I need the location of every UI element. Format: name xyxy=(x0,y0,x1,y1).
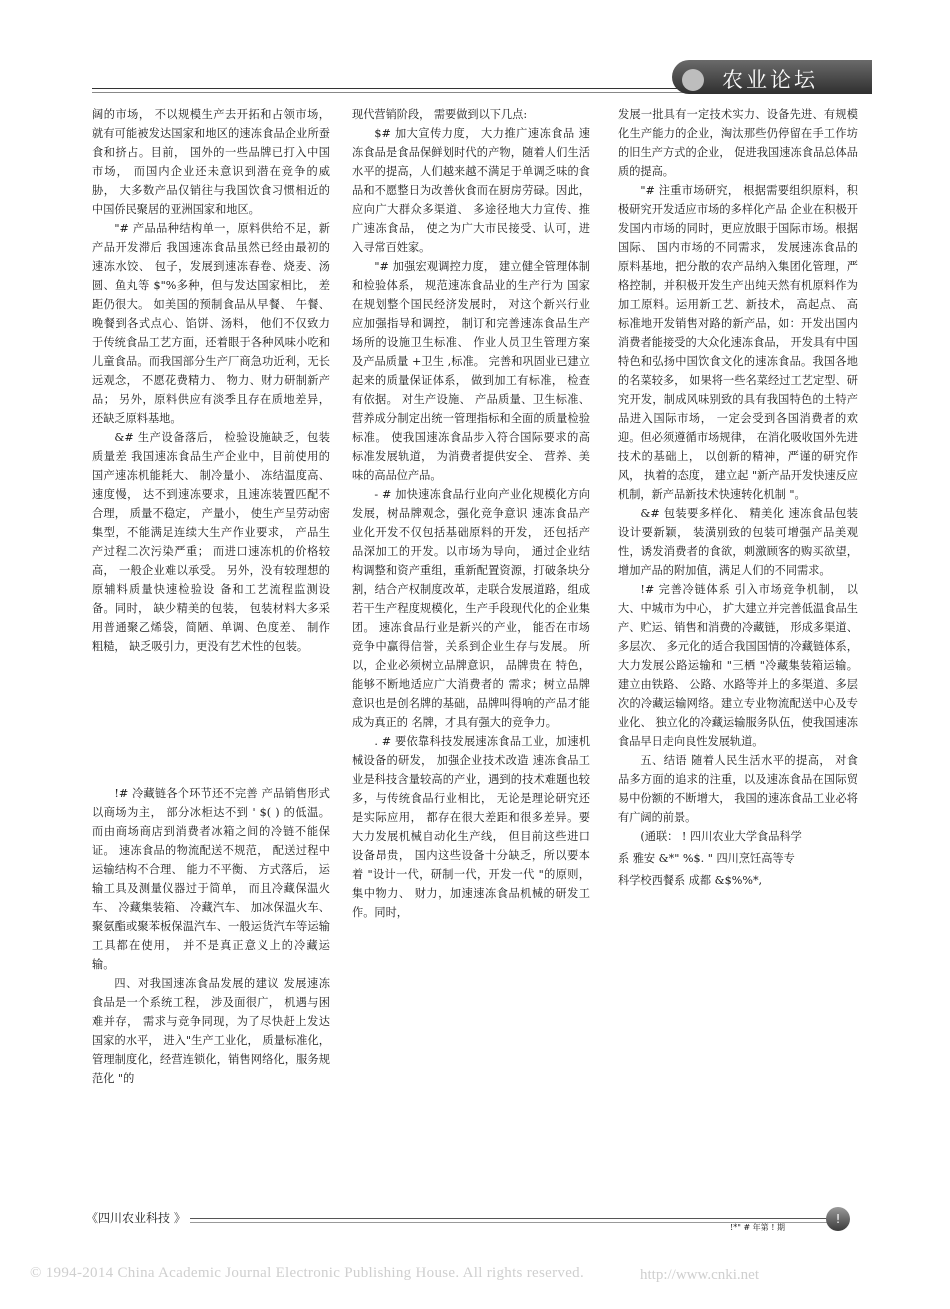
paragraph: 五、结语 随着人民生活水平的提高， 对食品多方面的追求的注重，以及速冻食品在国际贸易中份额的不断增大， 我国的速冻食品工业必将有广阔的前景。 xyxy=(618,754,858,824)
author-notes xyxy=(618,848,858,892)
text-column-1 xyxy=(92,105,330,1088)
paragraph: 发展一批具有一定技术实力、设备先进、有规模化生产能力的企业，淘汰那些仍停留在手工作坊的旧生产方式的企业， 促进我国速冻食品总体品质的提高。 xyxy=(618,108,858,178)
paragraph: "# 加强宏观调控力度， 建立健全管理体制和检验体系， 规范速冻食品业的生产行为 国家在规划整个国民经济发展时， 对这个新兴行业应加强指导和调控， 制订和完善速冻食品生产场所的设施卫生标准、 作业人员卫生管理方案及产品质量 +卫生 ,标准。 完善和巩固业已建立起来的质量保证体系， 做到加工有标准， 检查有依据。 对生产设施、 产品质量、卫生标准、营养成分制定出统一管理指标和全面的质量检验标准。 使我国速冻食品步入符合国际要求的高 标准发展轨道， 为消费者提供安全、 营养、美味的高品位产品。 xyxy=(352,260,590,482)
paragraph: "# 注重市场研究， 根据需要组织原料，积极研究开发适应市场的多样化产品 企业在积极开发国内市场的同时，更应放眼于国际市场。根据国际、 国内市场的不同需求， 发展速冻食品的原料基地，把分散的农产品纳入集团化管理，严格控制，并积极开发生产出纯天然有机原料作为加工原料。运用新工艺、新技术， 高起点、 高标准地开发销售对路的新产品，如：开发出国内消费者能接受的大众化速冻食品， 开发具有中国特色和弘扬中国饮食文化的速冻食品。我国各地的名菜较多， 如果将一些名菜经过工艺定型、研究开发，制成风味别致的具有我国特色的土特产品进入国际市场， 一定会受到各国消费者的欢迎。但必须遵循市场规律， 在消化吸收国外先进技术的基础上， 以创新的精神，严谨的研究作风， 执着的态度， 建立起 "新产品开发快速反应机制，新产品新技术快速转化机制 "。 xyxy=(618,184,858,501)
paragraph: "# 产品品种结构单一，原料供给不足，新产品开发滞后 我国速冻食品虽然已经由最初的速冻水饺、 包子，发展到速冻春卷、烧麦、汤圆、鱼丸等 $"%多种，但与发达国家相比， 差距仍很大。 如美国的预制食品从早餐、 午餐、晚餐到各式点心、馅饼、汤料， 他们不仅致力于传统食品工艺方面，还着眼于各种风味小吃和儿童食品。而我国部分生产厂商急功近利，无长远观念， 不愿花费精力、 物力、财力研制新产品； 另外，原料供应有淡季且存在质地差异， 还缺乏原料基地。 xyxy=(92,222,330,425)
column-gap xyxy=(92,656,330,784)
issue-label: !*" # 年第 ! 期 xyxy=(730,1223,785,1232)
paragraph: $# 加大宣传力度， 大力推广速冻食品 速冻食品是食品保鲜划时代的产物，随着人们生活水平的提高，人们越来越不满足于单调乏味的食品和不愿整日为改善伙食而在厨房劳碌。因此，应向广大群众多渠道、 多途径地大力宣传、推广速冻食品， 使之为广大市民接受、认可，进入寻常百姓家。 xyxy=(352,127,590,254)
text-column-2 xyxy=(352,105,590,922)
paragraph: 阔的市场， 不以规模生产去开拓和占领市场， 就有可能被发达国家和地区的速冻食品企业所蚕食和挤占。目前， 国外的一些品牌已打入中国市场， 而国内企业还未意识到潜在竞争的威胁， 大多数产品仅销往与我国饮食习惯相近的中国侨民聚居的亚洲国家和地区。 xyxy=(92,108,330,216)
author-note-line: 科学校西餐系 成都 &$%%*, xyxy=(618,874,763,887)
text-column-3 xyxy=(618,105,858,846)
journal-name: 《四川农业科技 》 xyxy=(86,1211,186,1225)
author-contact: (通联： ! 四川农业大学食品科学 xyxy=(640,830,802,843)
paragraph: . # 要依靠科技发展速冻食品工业，加速机械设备的研发， 加强企业技术改造 速冻食品工业是科技含量较高的产业，遇到的技术难题也较多，与传统食品行业相比， 无论是理论研究还是实际应用， 都存在很大差距和很多差异。要大力发展机械自动化生产线， 但目前这些进口设备昂贵， 国内这些设备十分缺乏，所以要本着 "设计一代，研制一代，开发一代 "的原则， 集中物力、 财力，加速速冻食品机械的研发工作。同时， xyxy=(352,735,590,919)
paragraph: !# 完善冷链体系 引入市场竞争机制， 以大、中城市为中心， 扩大建立并完善低温食品生产、贮运、销售和消费的冷藏链， 形成多渠道、 多层次、 多元化的适合我国国情的冷藏链体系， 大力发展公路运输和 "三栖 "冷藏集装箱运输。建立由铁路、 公路、水路等并上的多渠道、多层次的冷藏运输网络。建立专业物流配送中心及专业化、 独立化的冷藏运输服务队伍，使我国速冻食品早日走向良性发展轨道。 xyxy=(618,583,858,748)
paragraph: !# 冷藏链各个环节还不完善 产品销售形式以商场为主， 部分冰柜达不到 ' $( ) 的低温。 而由商场商店到消费者冰箱之间的冷链不能保证。 速冻食品的物流配送不规范， 配送过程中运输结构不合理、 能力不平衡、 方式落后， 运输工具及测量仪器过于简单， 而且冷藏保温火车、 冷藏集装箱、 冷藏汽车、 加冰保温火车、聚氨酯或聚苯板保温汽车、一般运货汽车等运输工具都在使用， 并不是真正意义上的冷藏运输。 xyxy=(92,787,330,971)
paragraph: 现代营销阶段， 需要做到以下几点: xyxy=(352,108,528,121)
paragraph: &# 包装要多样化、 精美化 速冻食品包装设计要新颖， 装潢别致的包装可增强产品美观性，诱发消费者的食欲，刺激顾客的购买欲望， 增加产品的附加值，满足人们的不同需求。 xyxy=(618,507,858,577)
footer-rule xyxy=(190,1218,828,1219)
page-number: ! xyxy=(826,1207,850,1231)
section-title: 农业论坛 xyxy=(722,68,818,92)
paragraph: 四、对我国速冻食品发展的建议 发展速冻食品是一个系统工程， 涉及面很广， 机遇与困难并存， 需求与竞争同现，为了尽快赶上发达国家的水平， 进入"生产工业化， 质量标准化， 管理制度化，经营连锁化，销售网络化，服务规范化 "的 xyxy=(92,977,330,1085)
paragraph: - # 加快速冻食品行业向产业化规模化方向发展，树品牌观念，强化竞争意识 速冻食品产业化开发不仅包括基础原料的开发， 还包括产品深加工的开发。以市场为导向， 通过企业结构调整和资产重组，重新配置资源，打破条块分割，结合产权制度改革，走联合发展道路，组成若干生产程度规模化，生产手段现代化的企业集团。 速冻食品行业是新兴的产业， 能否在市场竞争中赢得信誉，关系到企业生存与发展。 所以，企业必须树立品牌意识， 品牌贵在 特色，能够不断地适应广大消费者的 需求；树立品牌意识也是创名牌的基础，品牌叫得响的产品才能成为真正的 名牌，才具有强大的竞争力。 xyxy=(352,488,590,729)
copyright-watermark: © 1994-2014 China Academic Journal Electronic Publishing House. All rights reserved. xyxy=(30,1265,585,1281)
header-rule-secondary xyxy=(92,92,692,93)
section-header-tab xyxy=(672,60,872,94)
paragraph: &# 生产设备落后， 检验设施缺乏，包装质量差 我国速冻食品生产企业中，目前使用的国产速冻机能耗大、 制冷量小、 冻结温度高、 速度慢， 达不到速冻要求，且速冻装置匹配不合理， 质量不稳定， 产量小， 使生产呈劳动密集型，不能满足连续大生产作业要求， 产品生产过程二次污染严重； 而进口速冻机的价格较高， 一般企业难以承受。 另外，没有较理想的原辅料质量快速检验设 备和工艺流程监测设备。同时， 缺少精美的包装， 包装材料大多采用普通聚乙烯袋，简陋、单调、色度差、 制作粗糙， 缺乏吸引力，更没有艺术性的包装。 xyxy=(92,431,330,653)
author-note-line: 系 雅安 &*" %$. " 四川烹饪高等专 xyxy=(618,852,795,865)
header-rule xyxy=(92,88,692,89)
cnki-url: http://www.cnki.net xyxy=(640,1267,760,1283)
